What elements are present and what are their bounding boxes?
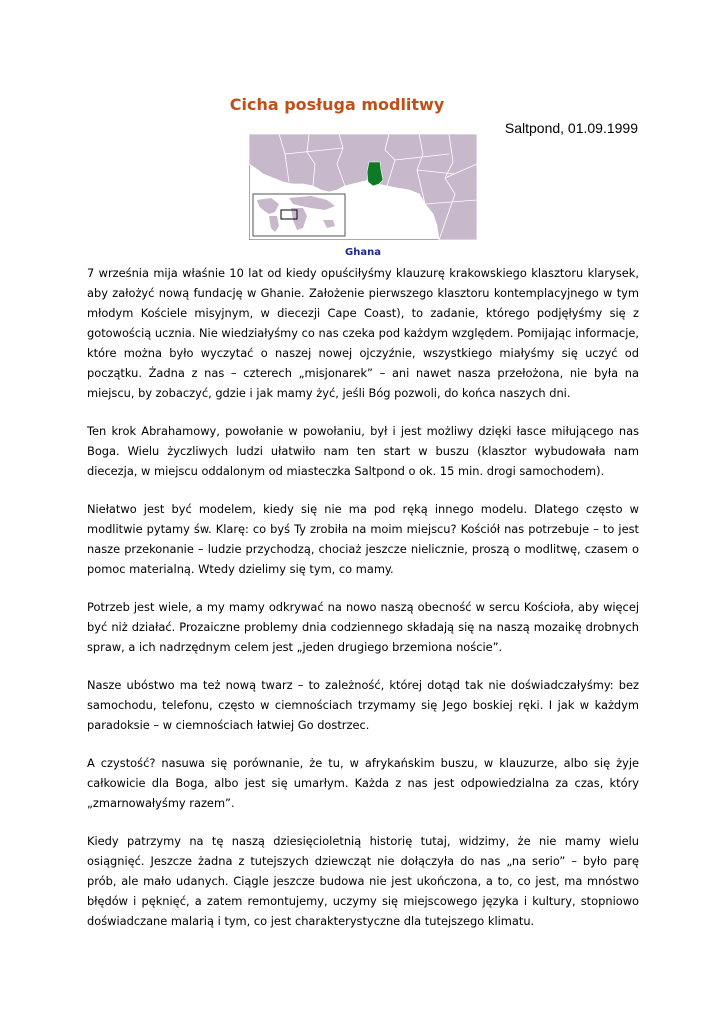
ghana-location-map	[249, 134, 477, 240]
paragraph: A czystość? nasuwa się porównanie, że tu, w afrykańskim buszu, w klauzurze, albo się żyje całkowicie dla Boga, albo jest się umarłym. Każda z nas jest odpowiedzialna za czas, który „zmarnowałyśmy razem”.	[87, 756, 639, 810]
paragraph: Niełatwo jest być modelem, kiedy się nie ma pod ręką innego modelu. Dlatego często w modlitwie pytamy św. Klarę: co byś Ty zrobiła na moim miejscu? Kościół nas potrzebuje – to jest nasze przekonanie – ludzie przychodzą, chociaż jeszcze nielicznie, proszą o modlitwę, czasem o pomoc materialną. Wtedy dzielimy się tym, co mamy.	[87, 502, 639, 576]
paragraph: Kiedy patrzymy na tę naszą dziesięcioletnią historię tutaj, widzimy, że nie mamy wielu osiągnięć. Jeszcze żadna z tutejszych dziewcząt nie dołączyła do nas „na serio” – było parę prób, ale mało udanych. Ciągle jeszcze budowa nie jest ukończona, a to, co jest, ma mnóstwo błędów i pęknięć, a zatem remontujemy, uczymy się miejscowego języka i kultury, stopniowo doświadczane malarią i tym, co jest charakterystyczne dla tutejszego klimatu.	[87, 834, 639, 928]
paragraph: Nasze ubóstwo ma też nową twarz – to zależność, której dotąd tak nie doświadczałyśmy: bez samochodu, telefonu, często w ciemnościach trzymamy się Jego boskiej ręki. I jak w każdym paradoksie – w ciemnościach łatwiej Go dostrzec.	[87, 678, 639, 732]
world-inset-map	[253, 194, 345, 236]
paragraph: 7 września mija właśnie 10 lat od kiedy opuściłyśmy klauzurę krakowskiego klasztoru klarysek, aby założyć nową fundację w Ghanie. Założenie pierwszego klasztoru kontemplacyjnego w tym młodym Kościele misyjnym, w diecezji Cape Coast), to zadanie, którego podjęłyśmy się z gotowością ucznia. Nie wiedziałyśmy co nas czeka pod każdym względem. Pomijając informacje, które można było wyczytać o naszej nowej ojczyźnie, wszystkiego miałyśmy się uczyć od początku. Żadna z nas – czterech „misjonarek” – ani nawet nasza przełożona, nie była na miejscu, by zobaczyć, gdzie i jak mamy żyć, jeśli Bóg pozwoli, do końca naszych dni.	[87, 266, 639, 400]
document-title: Cicha posługa modlitwy	[229, 95, 445, 114]
dateline: Saltpond, 01.09.1999	[504, 120, 638, 136]
paragraph: Potrzeb jest wiele, a my mamy odkrywać na nowo naszą obecność w sercu Kościoła, aby więcej być niż działać. Prozaiczne problemy dnia codziennego składają się na naszą mozaikę drobnych spraw, a ich nadrzędnym celem jest „jeden drugiego brzemiona noście”.	[87, 600, 639, 654]
paragraph: Ten krok Abrahamowy, powołanie w powołaniu, był i jest możliwy dzięki łasce miłującego nas Boga. Wielu życzliwych ludzi ułatwiło nam ten start w buszu (klasztor wybudowała nam diecezja, w miejscu oddalonym od miasteczka Saltpond o ok. 15 min. drogi samochodem).	[87, 424, 639, 478]
body-text	[87, 263, 639, 949]
map-caption: Ghana	[345, 247, 381, 258]
ghana-highlight	[367, 162, 383, 186]
